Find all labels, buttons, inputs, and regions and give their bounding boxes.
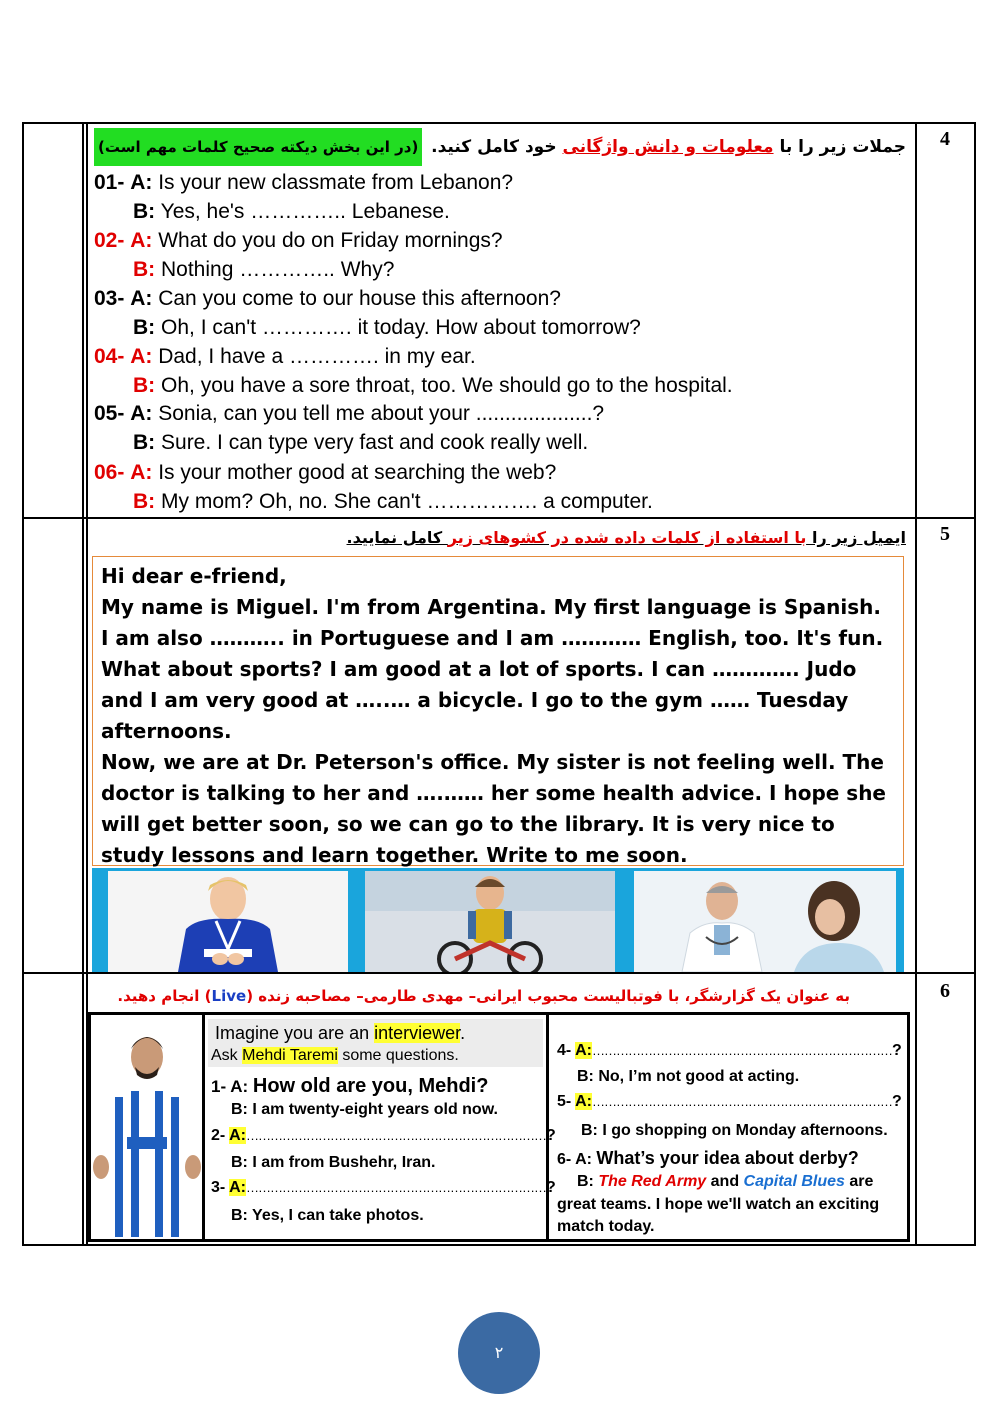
q4-blank[interactable]: …………………………………………………………………	[591, 1043, 892, 1058]
dialogue-line-12	[133, 487, 653, 516]
line-text: Nothing ………….. Why?	[155, 258, 395, 281]
speaker-b: B:	[133, 258, 156, 281]
q2-blank[interactable]: …………………………………………………………………	[245, 1128, 546, 1143]
instr4-part1: جملات زیر را با	[773, 137, 906, 157]
q5-blank[interactable]: …………………………………………………………………	[591, 1094, 892, 1109]
section6-instruction	[117, 984, 850, 1008]
speaker-a: A:	[130, 287, 153, 310]
speaker-b: B:	[133, 490, 156, 513]
table-top-border	[22, 122, 976, 124]
instr5-part2: با استفاده از کلمات داده شده در کشوهای زیر	[447, 528, 807, 547]
q1-b: B: I am twenty-eight years old now.	[231, 1101, 498, 1118]
q5-b: B: I go shopping on Monday afternoons.	[581, 1122, 888, 1139]
q4-a	[557, 1042, 902, 1060]
intro2-highlight: Mehdi Taremi	[242, 1047, 338, 1064]
instr5-part3: کامل نمایید.	[346, 528, 448, 547]
dialogue-line-9	[94, 399, 604, 428]
player-photo	[93, 1017, 201, 1237]
dialogue-line-2	[133, 197, 450, 226]
table-right-border	[974, 122, 976, 1246]
q2-a	[211, 1127, 556, 1145]
question-number-5: 5	[940, 523, 950, 545]
q4-a-label: A:	[575, 1042, 592, 1059]
interview-box	[88, 1012, 910, 1242]
instr6-part1: به عنوان یک گزارشگر، با فوتبالیست محبوب ایرانی– مهدی طارمی– مصاحبه زنده (	[246, 987, 850, 1005]
line-num: 01-	[94, 171, 125, 194]
q3-a	[211, 1179, 556, 1197]
q6-label: 6- A:	[557, 1151, 597, 1168]
q5-a	[557, 1093, 902, 1111]
speaker-b: B:	[133, 316, 156, 339]
line-text: My mom? Oh, no. She can't ……………. a computer.	[155, 490, 653, 513]
q3-label: 3-	[211, 1179, 230, 1196]
speaker-a: A:	[130, 171, 153, 194]
q6-b-label: B:	[577, 1173, 599, 1190]
interview-divider-1	[202, 1015, 205, 1239]
line-text: Dad, I have a …………. in my ear.	[152, 345, 476, 368]
line-num: 05-	[94, 402, 125, 425]
dialogue-line-1	[94, 168, 513, 197]
email-paragraph-1: My name is Miguel. I'm from Argentina. My first language is Spanish. I am also ……….. in Portuguese and I am ………… English, too. It's fun. What about sports? I am good at a lot of sports. I can …………. Judo and I am very good at …..… a bicycle. I go to the gym …… Tuesday afternoons.	[101, 595, 884, 743]
question-number-6: 6	[940, 980, 950, 1002]
q1-label: 1- A:	[211, 1077, 253, 1096]
q1-a	[211, 1075, 488, 1098]
table-bottom-border	[22, 1244, 976, 1246]
speaker-b: B:	[133, 431, 156, 454]
q2-qmark: ?	[545, 1127, 556, 1144]
speaker-a: A:	[130, 461, 153, 484]
q3-blank[interactable]: …………………………………………………………………	[245, 1180, 546, 1195]
line-text: What do you do on Friday mornings?	[152, 229, 503, 252]
speaker-a: A:	[130, 229, 153, 252]
q2-label: 2-	[211, 1127, 230, 1144]
email-text-box	[92, 556, 904, 866]
row-divider-5	[22, 517, 976, 519]
q3-b: B: Yes, I can take photos.	[231, 1207, 424, 1224]
photo-strip	[92, 868, 904, 972]
q3-a-label: A:	[229, 1179, 246, 1196]
intro1-highlight: interviewer	[374, 1023, 461, 1043]
table-left-border	[22, 122, 24, 1246]
section4-instruction	[431, 130, 906, 164]
intro2-pre: Ask	[211, 1047, 243, 1064]
row-divider-6	[22, 972, 976, 974]
instr6-part3: ) انجام دهید.	[117, 987, 212, 1005]
page-number-badge: ۲	[458, 1312, 540, 1394]
intro2-post: some questions.	[337, 1047, 459, 1064]
interview-intro-2	[211, 1047, 459, 1065]
q6-b-cont-2: match today.	[557, 1218, 655, 1235]
speaker-a: A:	[130, 345, 153, 368]
dialogue-line-5	[94, 284, 561, 313]
q4-b: B: No, I’m not good at acting.	[577, 1068, 800, 1085]
line-text: Sonia, can you tell me about your ....................?	[152, 402, 605, 425]
dialogue-line-8	[133, 371, 733, 400]
line-text: Oh, you have a sore throat, too. We should go to the hospital.	[155, 374, 733, 397]
intro1-pre: Imagine you are an	[215, 1023, 375, 1043]
line-text: Yes, he's ………….. Lebanese.	[155, 200, 450, 223]
table-col-divider-2	[915, 122, 917, 1246]
line-text: Is your mother good at searching the web?	[152, 461, 557, 484]
dialogue-line-3	[94, 226, 503, 255]
q6-question: What’s your idea about derby?	[596, 1148, 859, 1168]
q5-a-label: A:	[575, 1093, 592, 1110]
q6-b	[577, 1173, 873, 1191]
line-text: Can you come to our house this afternoon?	[152, 287, 561, 310]
line-text: Oh, I can't …………. it today. How about tomorrow?	[155, 316, 641, 339]
q3-qmark: ?	[545, 1179, 556, 1196]
interview-intro-1	[215, 1023, 465, 1044]
dialogue-line-11	[94, 458, 556, 487]
q5-label: 5-	[557, 1093, 576, 1110]
line-text: Is your new classmate from Lebanon?	[152, 171, 514, 194]
line-num: 02-	[94, 229, 125, 252]
q6-a	[557, 1148, 859, 1169]
q1-question: How old are you, Mehdi?	[252, 1075, 489, 1097]
bicycle-boy-image	[365, 871, 615, 972]
line-num: 03-	[94, 287, 125, 310]
doctor-visit-image	[634, 871, 896, 972]
line-num: 04-	[94, 345, 125, 368]
question-number-4: 4	[940, 128, 950, 150]
speaker-b: B:	[133, 374, 156, 397]
email-paragraph-2: Now, we are at Dr. Peterson's office. My sister is not feeling well. The doctor is talking to her and ….…… her some health advice. I hope she will get better soon, so we can go to the library. It is very nice to study lessons and learn together. Write to me soon.	[101, 750, 886, 867]
dialogue-line-7	[94, 342, 476, 371]
q2-b: B: I am from Bushehr, Iran.	[231, 1154, 436, 1171]
judo-boy-image	[108, 871, 348, 972]
speaker-a: A:	[130, 402, 153, 425]
instr5-part1: ایمیل زیر را	[806, 528, 906, 547]
q6-are: are	[844, 1173, 874, 1190]
q4-label: 4-	[557, 1042, 576, 1059]
dialogue-line-4	[133, 255, 394, 284]
section4-note: (در این بخش دیکته صحیح کلمات مهم است)	[94, 128, 422, 166]
instr4-part2: معلومات و دانش واژگانی	[562, 137, 774, 157]
q4-qmark: ?	[891, 1042, 902, 1059]
speaker-b: B:	[133, 200, 156, 223]
email-greeting: Hi dear e-friend,	[101, 564, 287, 588]
team-red-army: The Red Army	[598, 1173, 707, 1190]
dialogue-line-10	[133, 428, 588, 457]
q2-a-label: A:	[229, 1127, 246, 1144]
instr4-part3: خود کامل کنید.	[431, 137, 563, 157]
q5-qmark: ?	[891, 1093, 902, 1110]
intro1-post: .	[460, 1023, 466, 1043]
dialogue-line-6	[133, 313, 641, 342]
q6-and: and	[706, 1173, 744, 1190]
line-num: 06-	[94, 461, 125, 484]
q6-b-cont-1: great teams. I hope we'll watch an exciting	[557, 1196, 880, 1213]
team-capital-blues: Capital Blues	[743, 1173, 845, 1190]
section5-instruction	[347, 525, 906, 551]
table-col-divider-1	[82, 122, 84, 1246]
instr6-live: Live	[211, 987, 247, 1005]
line-text: Sure. I can type very fast and cook really well.	[155, 431, 589, 454]
